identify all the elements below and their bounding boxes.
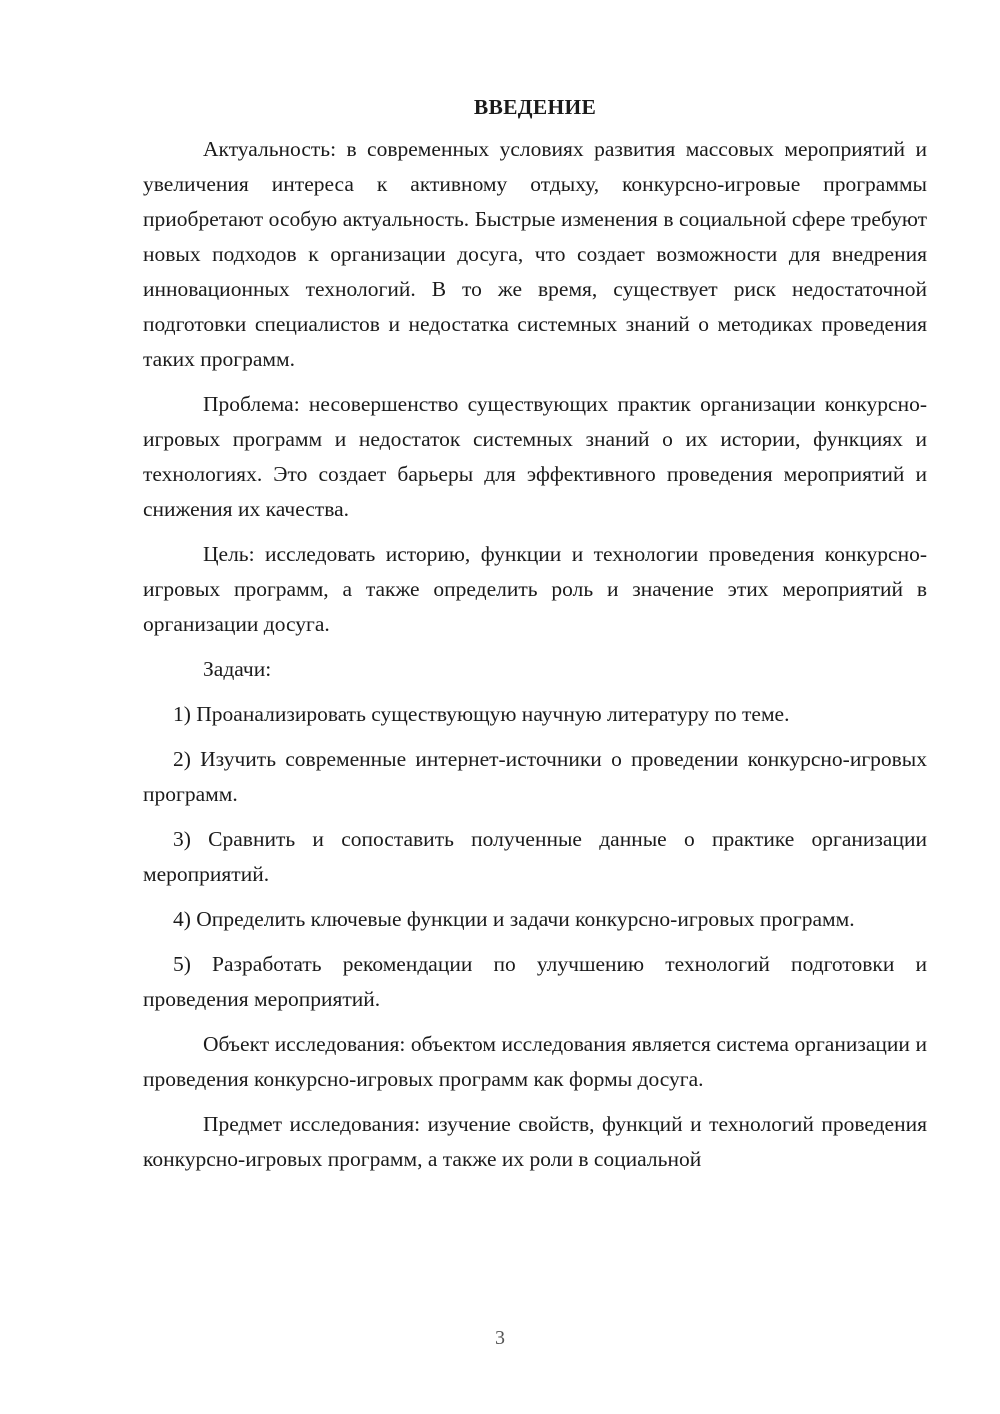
task-item-1: 1) Проанализировать существующую научную литературу по теме. [173,702,790,726]
paragraph-problem: Проблема: несовершенство существующих практик организации конкурсно-игровых программ и недостаток системных знаний о их истории, функциях и технологиях. Это создает барьеры для эффективного проведения мероприятий и снижения их качества. [143,392,927,521]
paragraph-object: Объект исследования: объектом исследования является система организации и проведения конкурсно-игровых программ как формы досуга. [143,1032,927,1091]
paragraph-goal: Цель: исследовать историю, функции и технологии проведения конкурсно-игровых программ, а также определить роль и значение этих мероприятий в организации досуга. [143,542,927,636]
task-item-4: 4) Определить ключевые функции и задачи конкурсно-игровых программ. [173,907,855,931]
task-item-3: 3) Сравнить и сопоставить полученные данные о практике организации мероприятий. [143,827,927,886]
task-item-5: 5) Разработать рекомендации по улучшению технологий подготовки и проведения мероприятий. [143,952,927,1011]
section-heading: ВВЕДЕНИЕ [473,95,597,119]
paragraph-relevance: Актуальность: в современных условиях развития массовых мероприятий и увеличения интереса к активному отдыху, конкурсно-игровые программы приобретают особую актуальность. Быстрые изменения в социальной сфере требуют новых подходов к организации досуга, что создает возможности для внедрения инновационных технологий. В то же время, существует риск недостаточной подготовки специалистов и недостатка системных знаний о методиках проведения таких программ. [143,137,927,371]
tasks-title: Задачи: [203,657,272,681]
task-item-2: 2) Изучить современные интернет-источники о проведении конкурсно-игровых программ. [143,747,927,806]
page-number: 3 [495,1327,505,1349]
paragraph-subject: Предмет исследования: изучение свойств, функций и технологий проведения конкурсно-игровых программ, а также их роли в социальной [143,1112,927,1171]
document-page [143,90,927,1187]
